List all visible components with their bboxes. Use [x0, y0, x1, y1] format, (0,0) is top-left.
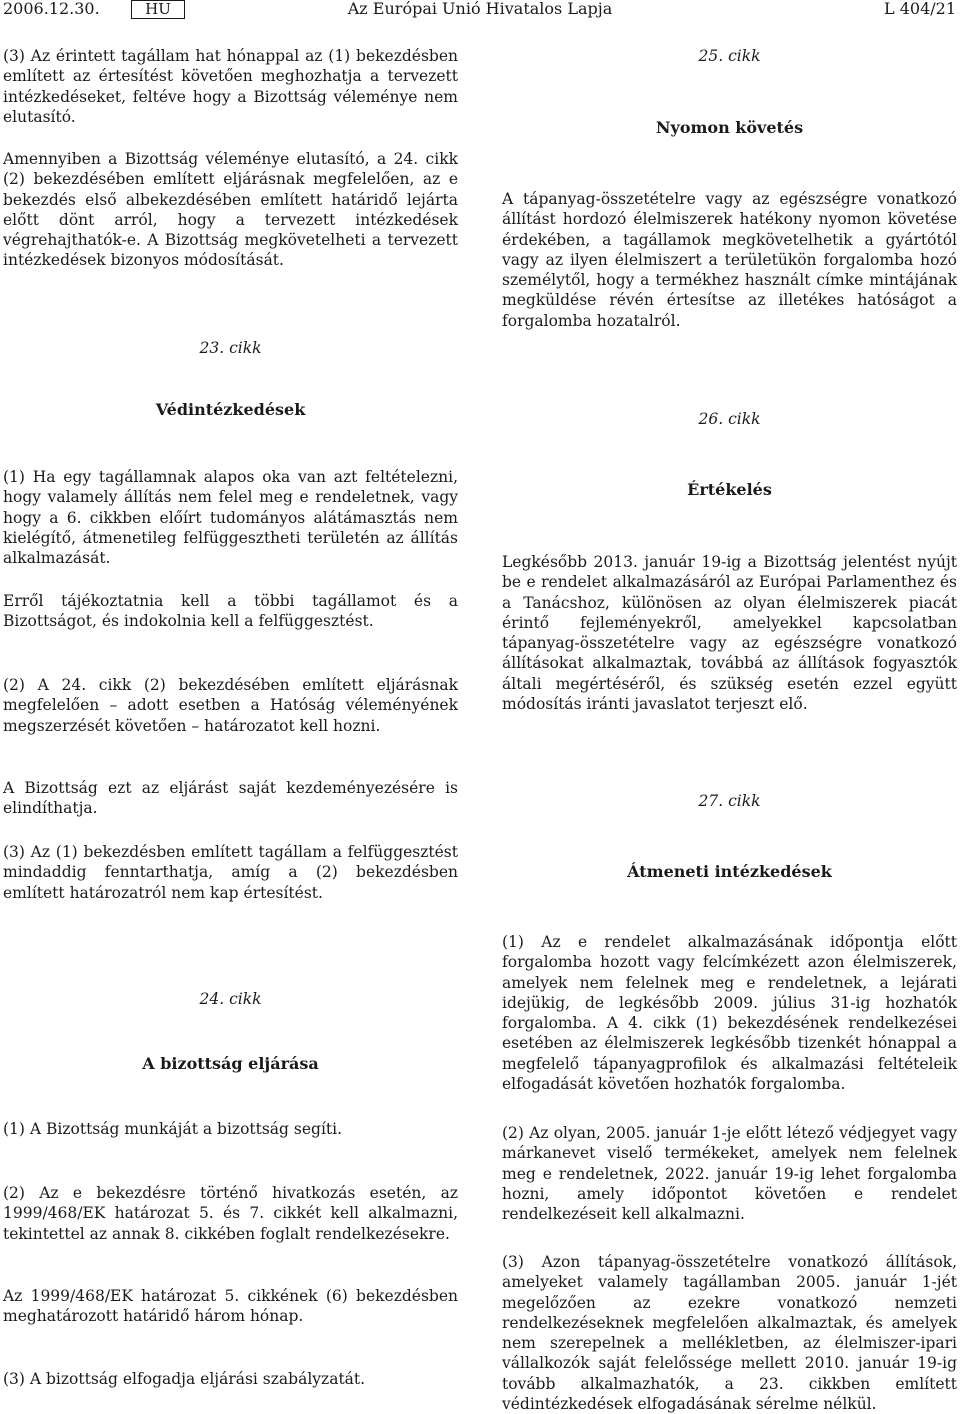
paragraph: [502, 552, 957, 714]
article-heading: [502, 862, 957, 882]
paragraph: [3, 675, 458, 736]
article-number: [3, 338, 458, 358]
paragraph: [502, 189, 957, 331]
article-number: [3, 989, 458, 1009]
article-26-number: 26. cikk: [698, 410, 761, 428]
language-code-box: HU: [131, 0, 185, 19]
paragraph-text: Az 1999/468/EK határozat 5. cikkének (6) bekezdésben meghatározott határidő három hónap.: [3, 1287, 458, 1326]
paragraph-text: (3) A bizottság elfogadja eljárási szabályzatát.: [3, 1370, 366, 1388]
paragraph: [3, 149, 458, 271]
article-number: [502, 46, 957, 66]
article-heading: [502, 118, 957, 138]
article-23-number: 23. cikk: [199, 339, 262, 357]
article-24-title: A bizottság eljárása: [142, 1054, 319, 1073]
article-23-title: Védintézkedések: [155, 400, 306, 419]
paragraph: [3, 778, 458, 819]
paragraph-text: Erről tájékoztatnia kell a többi tagállamot és a Bizottságot, és indokolnia kell a felfüggesztést.: [3, 592, 458, 631]
paragraph: [3, 591, 458, 632]
paragraph: [502, 932, 957, 1094]
article-25-number: 25. cikk: [698, 47, 761, 65]
paragraph: [3, 842, 458, 903]
article-heading: [502, 480, 957, 500]
paragraph-text: (1) Az e rendelet alkalmazásának időpontja előtt forgalomba hozott vagy felcímkézett azon élelmiszerek, amelyek nem felelnek meg e rendeletnek, a lejárati idejükig, de legkésőbb 2009. július 31-ig hozhatók forgalomba. A 4. cikk (1) bekezdésének rendelkezései esetében az élelmiszerek legkésőbb tizenkét hónappal a megfelelő tápanyagprofilok és alkalmazási feltételeik elfogadását követően hozhatók forgalomba.: [502, 933, 957, 1094]
paragraph: [3, 1183, 458, 1244]
paragraph-text: (3) Az érintett tagállam hat hónappal az (1) bekezdésben említett az értesítést követően meghozhatja a tervezett intézkedéseket, feltéve hogy a Bizottság véleménye nem elutasító.: [3, 47, 458, 126]
paragraph-text: A Bizottság ezt az eljárást saját kezdeményezésére is elindíthatja.: [3, 779, 458, 818]
journal-title: Az Európai Unió Hivatalos Lapja: [347, 0, 613, 18]
paragraph: [3, 1286, 458, 1327]
paragraph: [3, 46, 458, 127]
paragraph-text: (3) Azon tápanyag-összetételre vonatkozó állítások, amelyeket valamely tagállamban 2005. január 1-jét megelőzően az ezekre vonatkozó nemzeti rendelkezéseknek megfelelően alkalmaztak, és amelyek nem szerepelnek a mellékletben, az élelmiszer-ipari vállalkozók saját felelőssége mellett 2010. január 19-ig tovább alkalmazhatók, a 23. cikkben említett védintézkedések elfogadásának sérelme nélkül.: [502, 1253, 957, 1414]
paragraph: [3, 1369, 458, 1389]
article-heading: [3, 400, 458, 420]
paragraph-text: (2) Az olyan, 2005. január 1-je előtt létező védjegyet vagy márkanevet viselő termékeket, amelyek nem felelnek meg e rendeletnek, 2022. január 19-ig lehet forgalomba hozni, amely időpontot követően e rendelet rendelkezéseit kell alkalmazni.: [502, 1124, 957, 1224]
paragraph: [3, 1119, 458, 1139]
paragraph-text: (1) A Bizottság munkáját a bizottság segíti.: [3, 1120, 343, 1138]
header-date: 2006.12.30.: [3, 0, 100, 18]
paragraph-text: (3) Az (1) bekezdésben említett tagállam a felfüggesztést mindaddig fenntarthatja, amíg a (2) bekezdésben említett határozatról nem kap értesítést.: [3, 843, 458, 902]
page-header: [0, 0, 960, 22]
article-number: [502, 409, 957, 429]
article-26-title: Értékelés: [687, 480, 772, 499]
paragraph: [3, 467, 458, 568]
paragraph-text: (2) Az e bekezdésre történő hivatkozás esetén, az 1999/468/EK határozat 5. és 7. cikkét kell alkalmazni, tekintettel az annak 8. cikkében foglalt rendelkezésekre.: [3, 1184, 458, 1243]
paragraph-text: (1) Ha egy tagállamnak alapos oka van azt feltételezni, hogy valamely állítás nem felel meg e rendeletnek, vagy hogy a 6. cikkben előírt tudományos alátámasztás nem kielégítő, átmenetileg felfüggesztheti területén az állítás alkalmazását.: [3, 468, 458, 568]
article-number: [502, 791, 957, 811]
article-27-number: 27. cikk: [698, 792, 761, 810]
article-27-title: Átmeneti intézkedések: [627, 862, 832, 881]
article-heading: [3, 1054, 458, 1074]
paragraph-text: (2) A 24. cikk (2) bekezdésében említett eljárásnak megfelelően – adott esetben a Hatóság véleményének megszerzését követően – határozatot kell hozni.: [3, 676, 458, 735]
article-24-number: 24. cikk: [199, 990, 262, 1008]
article-25-title: Nyomon követés: [655, 118, 804, 137]
paragraph-text: Legkésőbb 2013. január 19-ig a Bizottság jelentést nyújt be e rendelet alkalmazásáról az Európai Parlamenthez és a Tanácshoz, különösen az olyan élelmiszerek piacát érintő fejleményekről, amelyekkel kapcsolatban tápanyag-összetételre vagy az egészségre vonatkozó állításokat alkalmaztak, továbbá az állítások fogyasztók általi megértéséről, és szükség esetén ezzel együtt módosítás iránti javaslatot terjeszt elő.: [502, 553, 957, 714]
paragraph-text: Amennyiben a Bizottság véleménye elutasító, a 24. cikk (2) bekezdésében említett eljárásnak megfelelően, az e bekezdés első albekezdésében említett határidő lejárta előtt dönt arról, hogy a tervezett intézkedések végrehajthatók-e. A Bizottság megkövetelheti a tervezett intézkedések bizonyos módosítását.: [3, 150, 458, 270]
page-number: L 404/21: [884, 0, 956, 18]
paragraph-text: A tápanyag-összetételre vagy az egészségre vonatkozó állítást hordozó élelmiszerek hatékony nyomon követése érdekében, a tagállamok megkövetelhetik a gyártótól vagy az ilyen élelmiszert a területükön forgalomba hozó személytől, hogy a termékhez használt címke mintájának megküldése révén értesítse az illetékes hatóságot a forgalomba hozatalról.: [502, 190, 957, 330]
paragraph: [502, 1123, 957, 1224]
paragraph: [502, 1252, 957, 1414]
